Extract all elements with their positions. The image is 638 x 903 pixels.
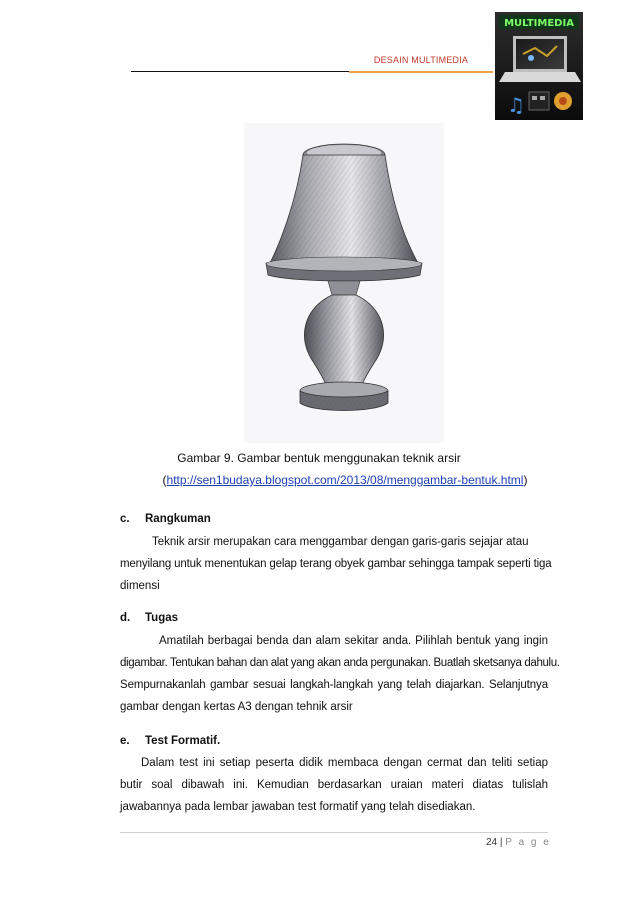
page-footer	[486, 837, 551, 848]
section-e-title: Test Formatif.	[145, 735, 221, 747]
source-link[interactable]: http://sen1budaya.blogspot.com/2013/08/menggambar-bentuk.html	[166, 473, 524, 487]
svg-text:♫: ♫	[507, 93, 525, 117]
section-e-heading	[120, 735, 220, 747]
section-c-line-3: dimensi	[120, 580, 160, 592]
section-d-line-4: gambar dengan kertas A3 dengan tehnik arsir	[120, 701, 353, 713]
source-open-paren: (	[162, 473, 167, 487]
section-d-label: d.	[120, 612, 131, 624]
section-d-line-2: digambar. Tentukan bahan dan alat yang akan anda pergunakan. Buatlah sketsanya dahulu.	[120, 657, 560, 669]
section-d-line-1: Amatilah berbagai benda dan alam sekitar anda. Pilihlah bentuk yang ingin	[159, 635, 548, 647]
header-tab	[349, 48, 493, 73]
section-e-label: e.	[120, 735, 130, 747]
section-c-line-2: menyilang untuk menentukan gelap terang obyek gambar sehingga tampak seperti tiga	[120, 558, 552, 570]
section-e-line-2: butir soal dibawah ini. Kemudian berdasarkan uraian materi diatas tulislah	[120, 779, 548, 791]
section-d-line-3: Sempurnakanlah gambar sesuai langkah-langkah yang telah diajarkan. Selanjutnya	[120, 679, 548, 691]
header-rule	[131, 71, 349, 72]
section-c-heading	[120, 513, 211, 525]
footer-separator: |	[499, 837, 503, 848]
lamp-shading-drawing	[244, 123, 444, 443]
page-number: 24	[486, 837, 498, 848]
figure-caption: Gambar 9. Gambar bentuk menggunakan teknik arsir	[177, 451, 461, 465]
section-e-line-1: Dalam test ini setiap peserta didik membaca dengan cermat dan teliti setiap	[141, 757, 548, 769]
section-d-heading	[120, 612, 178, 624]
source-close-paren: )	[523, 473, 528, 487]
footer-rule	[120, 832, 548, 833]
section-e-line-3: jawabannya pada lembar jawaban test formatif yang telah disediakan.	[120, 801, 476, 813]
figure-source	[0, 473, 638, 487]
section-d-title: Tugas	[145, 612, 179, 624]
header-title: DESAIN MULTIMEDIA	[373, 54, 469, 65]
section-c-label: c.	[120, 513, 130, 525]
svg-text:MULTIMEDIA: MULTIMEDIA	[504, 18, 574, 29]
multimedia-logo	[495, 12, 583, 120]
page-label: P a g e	[505, 837, 551, 848]
section-c-title: Rangkuman	[145, 513, 211, 525]
section-c-line-1: Teknik arsir merupakan cara menggambar dengan garis-garis sejajar atau	[152, 536, 529, 548]
